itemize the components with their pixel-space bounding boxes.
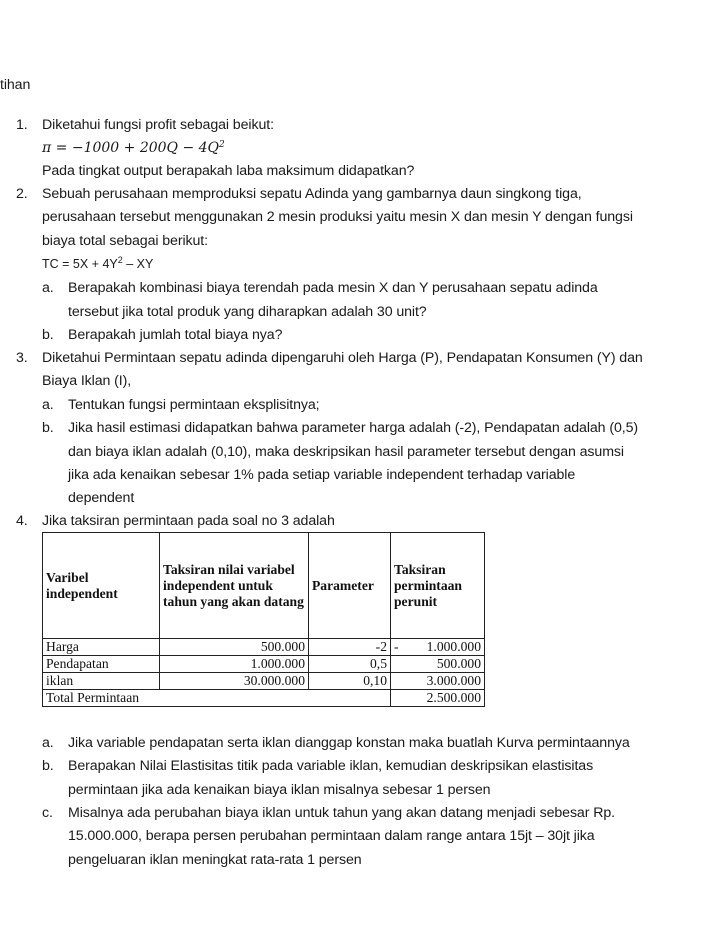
q3b-text-line3: jika ada kenaikan sebesar 1% pada setiap variable independent terhadap variable — [68, 467, 576, 483]
q3-text-line1: Diketahui Permintaan sepatu adinda dipengaruhi oleh Harga (P), Pendapatan Konsumen (Y) dan — [42, 350, 643, 366]
q4a-text-line1: Jika variable pendapatan serta iklan dianggap konstan maka buatlah Kurva permintaannya — [68, 735, 630, 751]
cell-estimate: 30.000.000 — [160, 673, 309, 690]
total-value: 2.500.000 — [391, 690, 485, 707]
q3b-label: b. — [42, 420, 54, 436]
q1-formula: $\pi = -1000 + 200Q - 4Q^2$ — [42, 140, 225, 156]
q1-number: 1. — [16, 117, 28, 133]
q1-text-line1: Diketahui fungsi profit sebagai beikut: — [42, 117, 274, 133]
q4c-text-line1: Misalnya ada perubahan biaya iklan untuk tahun yang akan datang menjadi sebesar Rp. — [68, 805, 615, 821]
q3a-text-line1: Tentukan fungsi permintaan eksplisitnya; — [68, 397, 320, 413]
q2a-text-line1: Berapakah kombinasi biaya terendah pada mesin X dan Y perusahaan sepatu adinda — [68, 280, 598, 296]
table-total-row — [43, 690, 485, 707]
header-parameter: Parameter — [309, 533, 391, 639]
q1-text-line3: Pada tingkat output berapakah laba maksimum didapatkan? — [42, 163, 415, 179]
q4b-text-line2: permintaan jika ada kenaikan biaya iklan misalnya sebesar 1 persen — [68, 782, 491, 798]
cell-demand: 500.000 — [391, 656, 485, 673]
cell-variable: Harga — [43, 639, 160, 656]
cell-demand: 3.000.000 — [391, 673, 485, 690]
cell-variable: Pendapatan — [43, 656, 160, 673]
header-estimated-value: Taksiran nilai variabel independent untuk tahun yang akan datang — [160, 533, 309, 639]
header-variable: Varibel independent — [43, 533, 160, 639]
q2-text-line2: perusahaan tersebut menggunakan 2 mesin produksi yaitu mesin X dan mesin Y dengan fungsi — [42, 209, 633, 225]
table-row — [43, 673, 485, 690]
q4a-label: a. — [42, 735, 54, 751]
q4-text-line1: Jika taksiran permintaan pada soal no 3 adalah — [42, 513, 335, 529]
q4b-label: b. — [42, 758, 54, 774]
header-demand-per-unit: Taksiran permintaan perunit — [391, 533, 485, 639]
q3-number: 3. — [16, 350, 28, 366]
q4b-text-line1: Berapakan Nilai Elastisitas titik pada variable iklan, kemudian deskripsikan elastisitas — [68, 758, 594, 774]
q2b-text-line1: Berapakah jumlah total biaya nya? — [68, 327, 283, 343]
q3b-text-line1: Jika hasil estimasi didapatkan bahwa parameter harga adalah (-2), Pendapatan adalah (0,5) — [68, 420, 638, 436]
cell-variable: iklan — [43, 673, 160, 690]
cell-demand: - 1.000.000 — [391, 639, 485, 656]
cell-parameter: -2 — [309, 639, 391, 656]
q3b-text-line2: dan biaya iklan adalah (0,10), maka deskripsikan hasil parameter tersebut dengan asumsi — [68, 444, 624, 460]
cell-estimate: 1.000.000 — [160, 656, 309, 673]
q3-text-line2: Biaya Iklan (I), — [42, 373, 132, 389]
q3a-label: a. — [42, 397, 54, 413]
cell-parameter: 0,10 — [309, 673, 391, 690]
table-row — [43, 639, 485, 656]
demand-estimate-table — [42, 532, 485, 707]
q4c-label: c. — [42, 805, 53, 821]
q2-number: 2. — [16, 186, 28, 202]
cell-parameter: 0,5 — [309, 656, 391, 673]
table-header-row — [43, 533, 485, 639]
q2-formula: TC = $5X + 4Y^2$ – XY — [42, 255, 154, 271]
q2b-label: b. — [42, 327, 54, 343]
q4c-text-line3: pengeluaran iklan meningkat rata-rata 1 persen — [68, 852, 362, 868]
q2a-label: a. — [42, 280, 54, 296]
q4c-text-line2: 15.000.000, berapa persen perubahan permintaan dalam range antara 15jt – 30jt jika — [68, 828, 595, 844]
q2a-text-line2: tersebut jika total produk yang diharapkan adalah 30 unit? — [68, 304, 427, 320]
q4-number: 4. — [16, 513, 28, 529]
section-heading: tihan — [0, 77, 31, 93]
cell-estimate: 500.000 — [160, 639, 309, 656]
q2-text-line3: biaya total sebagai berikut: — [42, 233, 208, 249]
table-row — [43, 656, 485, 673]
cell-demand-sign: - — [394, 639, 399, 654]
q2-text-line1: Sebuah perusahaan memproduksi sepatu Adinda yang gambarnya daun singkong tiga, — [42, 186, 582, 202]
q3b-text-line4: dependent — [68, 490, 135, 506]
total-label: Total Permintaan — [43, 690, 391, 707]
